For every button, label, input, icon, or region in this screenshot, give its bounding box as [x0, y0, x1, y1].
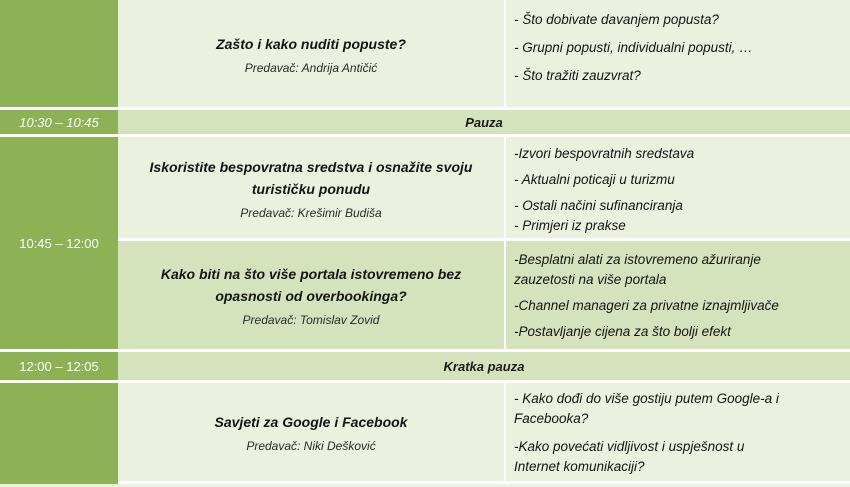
time-slot-2	[0, 137, 118, 352]
talk-2	[118, 137, 506, 241]
pause-2-label: Kratka pauza	[443, 358, 525, 374]
talk-4-point-1-cont: Facebooka?	[514, 411, 589, 426]
talk-2-points	[506, 137, 850, 241]
talk-4-speaker: Predavač: Niki Dešković	[246, 439, 376, 453]
talk-3-title-line-1: Kako biti na što više portala istovremeno bez	[160, 266, 462, 282]
pause-2-time: 12:00 – 12:05	[19, 358, 99, 374]
talk-2-point-2: - Aktualni poticaji u turizmu	[514, 172, 675, 187]
talk-1-speaker: Predavač: Andrija Antičić	[244, 60, 378, 75]
talk-3	[118, 241, 506, 352]
talk-1-point-1: - Što dobivate davanjem popusta?	[514, 12, 719, 27]
talk-1-point-3: - Što tražiti zauzvrat?	[514, 68, 641, 83]
talk-4-title: Savjeti za Google i Facebook	[214, 414, 408, 430]
talk-4	[118, 383, 506, 484]
pause-1	[118, 110, 850, 137]
time-slot-4	[0, 383, 118, 487]
talk-1-points	[506, 0, 850, 110]
time-slot-1	[0, 0, 118, 110]
pause-1-time: 10:30 – 10:45	[19, 114, 99, 130]
time-slot-pause-2	[0, 352, 118, 383]
talk-3-points	[506, 241, 850, 352]
talk-2-point-1: -Izvori bespovratnih sredstava	[514, 146, 695, 161]
talk-3-title-line-2: opasnosti od overbookinga?	[215, 288, 407, 304]
talk-3-point-1: -Besplatni alati za istovremeno ažuriranje	[514, 252, 761, 267]
talk-1-title: Zašto i kako nuditi popuste?	[216, 35, 406, 52]
talk-2-point-3: - Ostali načini sufinanciranja	[514, 198, 683, 213]
time-slot-pause-1	[0, 110, 118, 137]
talk-4-point-2-cont: Internet komunikaciji?	[514, 459, 645, 474]
talk-2-title-line-2: turističku ponudu	[251, 180, 371, 197]
talk-4-point-1: - Kako dođi do više gostiju putem Google-a i	[514, 391, 779, 406]
talk-3-point-2: -Channel manageri za privatne iznajmljivače	[514, 298, 779, 313]
talk-4-points	[506, 383, 850, 484]
time-slot-2-label: 10:45 – 12:00	[19, 235, 99, 251]
talk-1	[118, 0, 506, 110]
talk-1-point-2: - Grupni popusti, individualni popusti, …	[514, 40, 753, 55]
talk-3-speaker: Predavač: Tomislav Zovid	[242, 313, 380, 327]
talk-2-point-4: - Primjeri iz prakse	[514, 218, 626, 233]
pause-1-label: Pauza	[465, 114, 503, 130]
talk-2-title-line-1: Iskoristite bespovratna sredstva i osnažite svoju	[149, 158, 473, 175]
talk-4-point-2: -Kako povećati vidljivost i uspješnost u	[514, 439, 745, 454]
talk-3-point-1-cont: zauzetosti na više portala	[514, 272, 667, 287]
talk-2-speaker: Predavač: Krešimir Budiša	[240, 205, 382, 220]
talk-3-point-3: -Postavljanje cijena za što bolji efekt	[514, 324, 731, 339]
pause-2	[118, 352, 850, 383]
